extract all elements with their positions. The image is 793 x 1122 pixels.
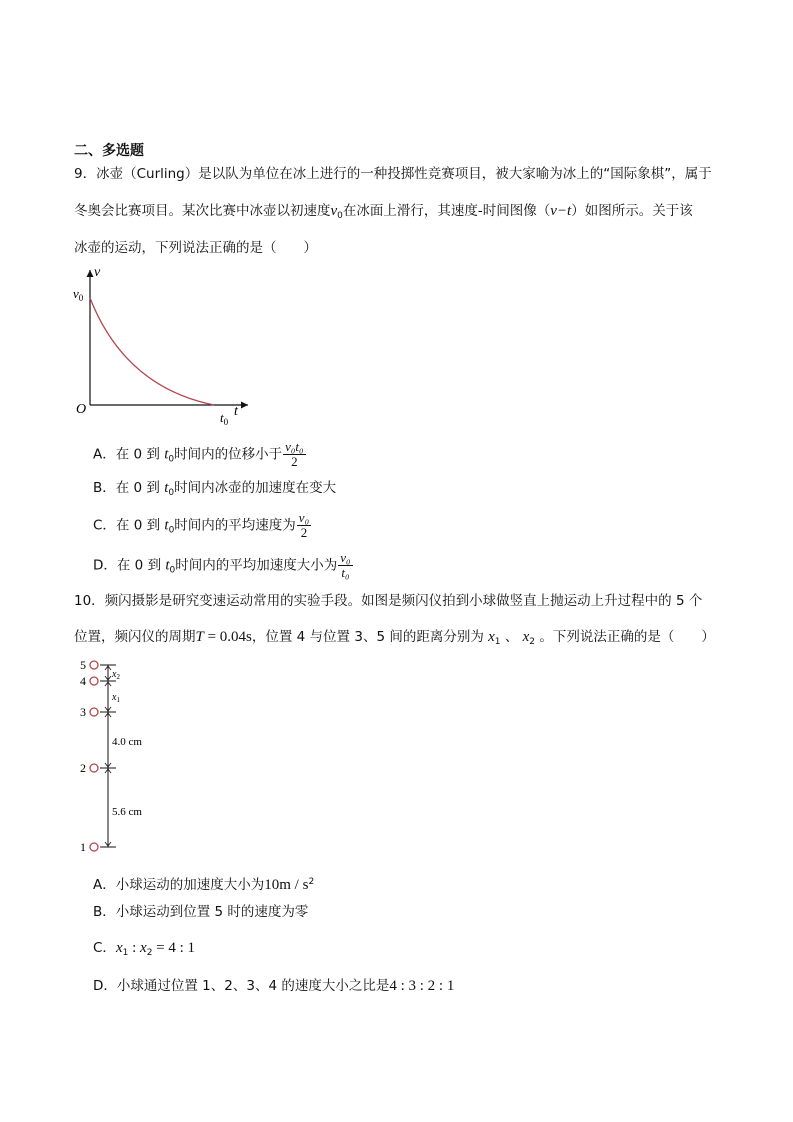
q10-strobe-diagram: [74, 655, 184, 860]
t0-label: $t_0$: [220, 410, 229, 427]
ball-1: [90, 843, 98, 851]
q10-option-c[interactable]: C．$x_1$ : $x_2 = 4$ : 1: [93, 940, 196, 958]
q9-option-c[interactable]: C．在 0 到 $t_0$时间内的平均速度为 $\frac{\text{v₀}}{2}$: [93, 510, 310, 540]
q9-line-2-c: ）如图所示。关于该: [571, 203, 693, 219]
q9-v0: v: [330, 203, 338, 219]
q9-option-d[interactable]: D．在 0 到 $t_0$时间内的平均加速度大小为 $\frac{\text{v₀}}{\text{t₀}}$: [93, 550, 351, 580]
q10-line-1: 10．频闪摄影是研究变速运动常用的实验手段。如图是频闪仪拍到小球做竖直上抛运动上升过程中的 5 个: [74, 593, 703, 609]
label-2: 2: [80, 761, 86, 775]
q9-option-b[interactable]: B．在 0 到 $t_0$时间内冰壶的加速度在变大: [93, 480, 337, 498]
q9-d-fraction: $\frac{\text{v₀}}{\text{t₀}}$: [340, 550, 351, 580]
ball-5: [90, 661, 98, 669]
q10-option-d[interactable]: D．小球通过位置 1、2、3、4 的速度大小之比是4 : 3 : 2 : 1: [93, 978, 455, 994]
velocity-curve: [90, 298, 214, 405]
q9-line-1: 9．冰壶（Curling）是以队为单位在冰上进行的一种投掷性竞赛项目，被大家喻为冰上的“国际象棋”，属于: [74, 166, 712, 182]
v-axis-label: v: [94, 265, 101, 280]
x2-label: $x_2$: [112, 669, 120, 681]
q9-line-2-a: 冬奥会比赛项目。某次比赛中冰壶以初速度: [74, 203, 331, 219]
t-axis-label: t: [234, 404, 238, 419]
q10-line-2: 位置，频闪仪的周期T = 0.04s，位置 4 与位置 3、5 间的距离分别为 $x_1$ 、 $x_2$ 。下列说法正确的是（ ）: [74, 629, 715, 647]
q9-a-fraction: $\frac{\text{v₀t₀}}{2}$: [285, 439, 304, 469]
label-3: 3: [80, 705, 86, 719]
q10-option-b[interactable]: B．小球运动到位置 5 时的速度为零: [93, 904, 309, 920]
q9-v0-sub: 0: [337, 211, 343, 221]
origin-label: O: [76, 402, 87, 417]
q9-line-2: [74, 201, 693, 226]
q9-line-3: 冰壶的运动，下列说法正确的是（ ）: [74, 240, 317, 256]
q9-c-fraction: $\frac{\text{v₀}}{2}$: [298, 510, 310, 540]
ball-2: [90, 764, 98, 772]
q9-vt: v−t: [550, 203, 572, 219]
label-1: 1: [80, 840, 86, 854]
label-5: 5: [80, 658, 86, 672]
distance-2-1: 5.6 cm: [112, 806, 142, 818]
q9-line-2-b: 在冰面上滑行，其速度-时间图像（: [342, 203, 551, 219]
q9-vt-graph: [70, 262, 260, 432]
ball-4: [90, 677, 98, 685]
x1-label: $x_1$: [112, 692, 120, 704]
label-4: 4: [80, 674, 86, 688]
distance-3-2: 4.0 cm: [112, 736, 142, 748]
ball-3: [90, 708, 98, 716]
q10-option-a[interactable]: A．小球运动的加速度大小为$10m / s^2$: [93, 877, 315, 893]
q9-option-a[interactable]: A．在 0 到 $t_0$时间内的位移小于 $\frac{\text{v₀t₀}}{2}$: [93, 439, 304, 469]
section-title: 二、多选题: [74, 143, 144, 159]
v0-label: $v_0$: [73, 286, 84, 303]
